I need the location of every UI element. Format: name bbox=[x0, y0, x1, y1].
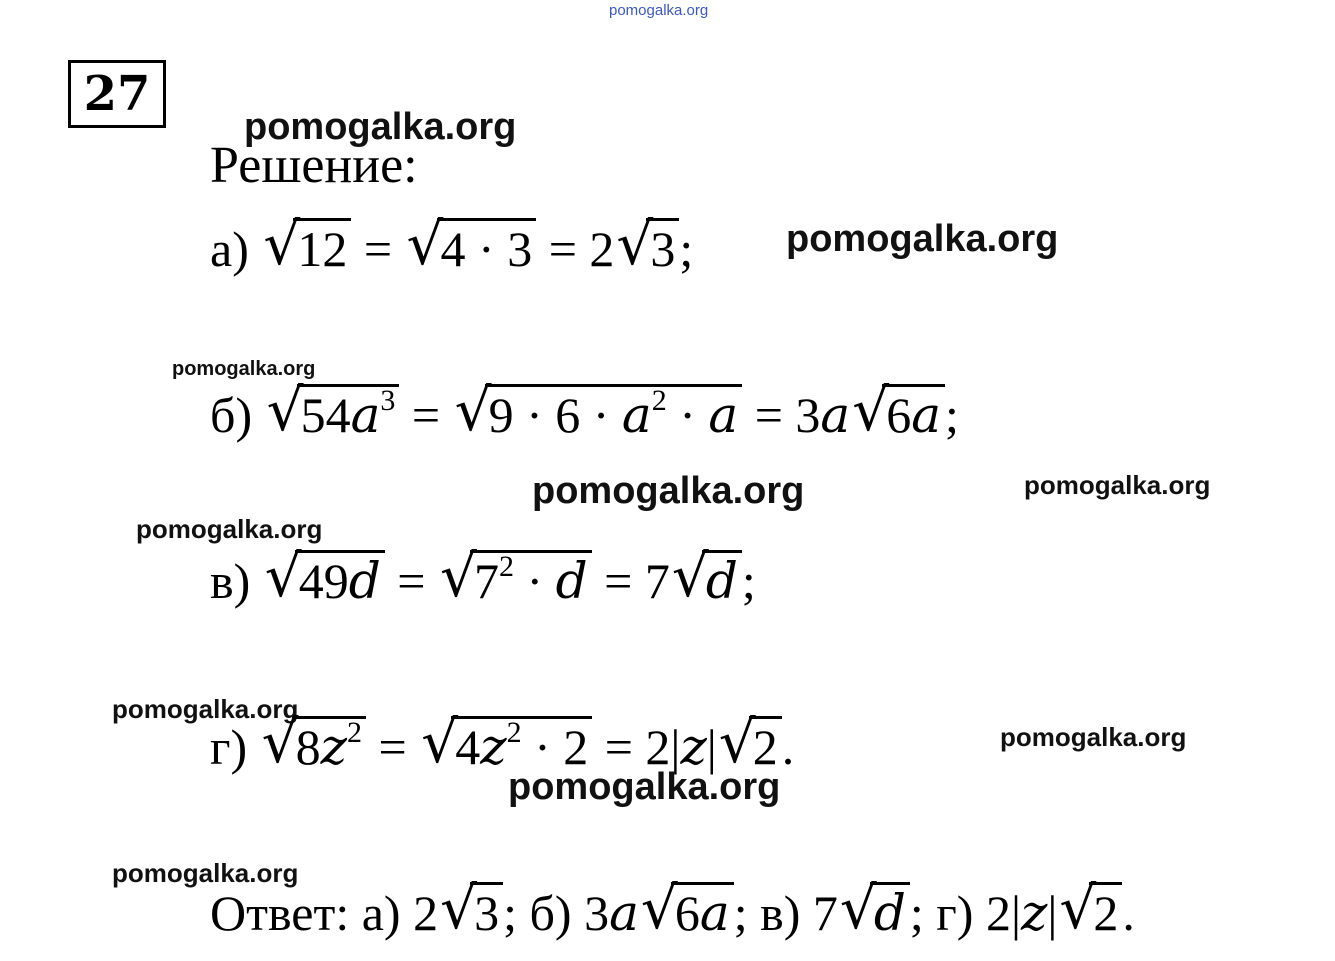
sqrt: √ $54a^3$ bbox=[267, 384, 400, 445]
sqrt: √ $8z^2$ bbox=[262, 716, 366, 777]
sqrt: √ 4 · 3 bbox=[407, 218, 537, 279]
watermark: pomogalka.org bbox=[112, 858, 299, 888]
sqrt: √ 49d bbox=[265, 550, 385, 611]
watermark-top: pomogalka.org bbox=[609, 2, 709, 19]
answer-label: Ответ: bbox=[210, 885, 350, 941]
answer-label-b: б) bbox=[529, 885, 572, 941]
watermark: pomogalka.org bbox=[532, 470, 805, 512]
equation-v: в) √ 49d = √ $7^2 \cdot d = 7√$ d; bbox=[210, 550, 756, 611]
sqrt: √ $7^2 \cdot d$ bbox=[440, 550, 592, 611]
equation-g: г) √ $8z^2$ = √ $4z^2 \cdot 2 = 2|z|√$ 2. bbox=[210, 716, 794, 777]
watermark: pomogalka.org bbox=[112, 694, 299, 724]
label-g: г) bbox=[210, 719, 248, 775]
sqrt: √ $4z^2 \cdot 2$ bbox=[421, 716, 592, 777]
equation-b: б) √ $54a^3$ = √ $9 \cdot 6 \cdot a^2 \cdot a = 3a√$ 6a; bbox=[210, 384, 959, 445]
sqrt: √ d bbox=[672, 550, 742, 611]
sqrt: √ 3 bbox=[440, 882, 503, 943]
label-b: б) bbox=[210, 387, 253, 443]
watermark: pomogalka.org bbox=[508, 766, 781, 808]
watermark: pomogalka.org bbox=[1000, 722, 1187, 752]
answer-line: Ответ: а) 2√ 3; б) 3a√ 6a; в) 7√ d; г) 2|z|√ 2. bbox=[210, 882, 1135, 943]
problem-number: 27 bbox=[68, 60, 166, 128]
watermark: pomogalka.org bbox=[1024, 470, 1211, 500]
watermark: pomogalka.org bbox=[172, 358, 316, 380]
answer-label-v: в) bbox=[760, 885, 801, 941]
watermark: pomogalka.org bbox=[136, 514, 323, 544]
sqrt: √ 6a bbox=[641, 882, 734, 943]
sqrt: √ 6a bbox=[852, 384, 945, 445]
watermark: pomogalka.org bbox=[244, 106, 517, 148]
label-v: в) bbox=[210, 553, 251, 609]
sqrt: √ 12 bbox=[263, 218, 351, 279]
sqrt: √ d bbox=[840, 882, 910, 943]
answer-label-g: г) bbox=[936, 885, 974, 941]
sqrt: √ 3 bbox=[616, 218, 679, 279]
equation-a: а) √ 12 = √ 4 · 3 = 2√ 3; bbox=[210, 218, 693, 279]
solution-heading: Решение: bbox=[210, 137, 418, 194]
answer-label-a: а) bbox=[361, 885, 401, 941]
sqrt: √ $9 \cdot 6 \cdot a^2 \cdot a$ bbox=[455, 384, 743, 445]
sqrt: √ 2 bbox=[719, 716, 782, 777]
sqrt: √ 2 bbox=[1059, 882, 1122, 943]
label-a: а) bbox=[210, 221, 249, 277]
watermark: pomogalka.org bbox=[786, 218, 1059, 260]
